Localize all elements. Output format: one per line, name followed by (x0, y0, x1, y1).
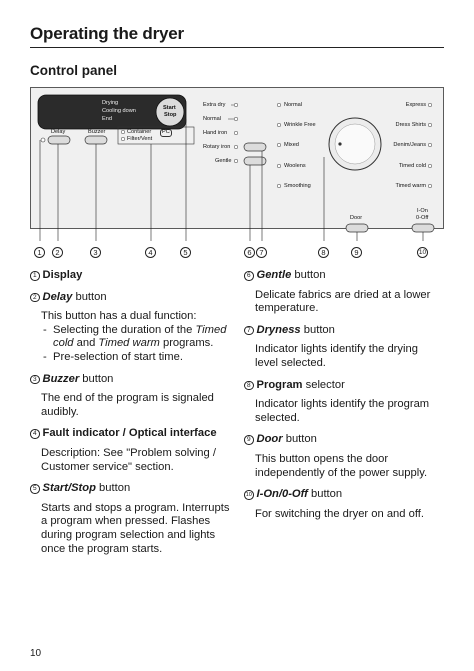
item-text: Indicator lights identify the drying level selected. (255, 343, 418, 369)
item-number: 5 (30, 484, 40, 494)
item-text: Indicator lights identify the program selected. (255, 398, 430, 424)
dryness-normal: Normal (203, 116, 222, 122)
item-title-suffix: selector (302, 378, 345, 391)
callout-3: 3 (90, 247, 101, 258)
door-button-shape (346, 224, 368, 232)
item-number: 2 (30, 293, 40, 303)
program-woolens: Woolens (284, 163, 306, 169)
callout-6: 6 (244, 247, 255, 258)
item-text: The end of the program is signaled audibly. (41, 392, 214, 418)
list-item: - Pre-selection of start time. (41, 351, 230, 365)
program-denim-jeans: Denim/Jeans (393, 142, 426, 148)
container-led (121, 130, 125, 134)
item-program (244, 379, 444, 426)
item-fault-indicator (30, 427, 230, 474)
item-title: Fault indicator / Optical interface (42, 427, 217, 440)
callout-1: 1 (34, 247, 45, 258)
item-delay (30, 291, 230, 365)
program-dress-shirts: Dress Shirts (395, 122, 426, 128)
item-title: I-On/0-Off (256, 488, 308, 501)
program-mixed: Mixed (284, 142, 299, 148)
callout-7: 7 (256, 247, 267, 258)
list-item: - Selecting the duration of the Timed cold and Timed warm programs. (41, 324, 230, 351)
item-number: 3 (30, 375, 40, 385)
display-line-end: End (102, 116, 112, 122)
item-ion-off (244, 488, 444, 521)
item-title: Dryness (256, 323, 301, 336)
dryness-extra-dry: Extra dry (203, 102, 226, 108)
item-dryness (244, 324, 444, 371)
description-column-right (244, 269, 444, 529)
program-express: Express (405, 102, 426, 108)
description-column-left (30, 269, 230, 564)
section-title: Control panel (30, 63, 117, 78)
item-number: 1 (30, 271, 40, 281)
page-title: Operating the dryer (30, 24, 184, 43)
display-line-cooling: Cooling down (102, 108, 136, 114)
item-number: 10 (245, 492, 252, 499)
title-rule (30, 47, 444, 48)
program-smoothing: Smoothing (284, 183, 311, 189)
control-panel-illustration (30, 87, 444, 241)
control-panel-drawing (30, 87, 444, 241)
item-door (244, 433, 444, 480)
item-number: 9 (244, 435, 254, 445)
filter-led (121, 137, 125, 141)
item-number: 8 (244, 381, 254, 391)
item-gentle (244, 269, 444, 316)
delay-button-shape (48, 136, 70, 144)
buzzer-button-shape (85, 136, 107, 144)
item-display (30, 269, 230, 283)
item-text: Starts and stops a program. Interrupts a program when pressed. Flashes during program selection and lights once the program starts. (41, 501, 230, 555)
callout-10: 10 (418, 249, 427, 256)
item-title-suffix: button (282, 433, 317, 446)
item-title: Display (42, 269, 83, 281)
item-title-suffix: button (307, 488, 343, 501)
item-text: This button opens the door independently of the power supply. (255, 452, 428, 479)
item-number: 4 (30, 429, 40, 439)
item-title: Start/Stop (42, 482, 96, 495)
item-title-suffix: button (291, 269, 326, 281)
item-title-suffix: button (79, 372, 114, 385)
callout-8: 8 (318, 247, 329, 258)
callout-4: 4 (145, 247, 156, 258)
item-title: Delay (42, 290, 73, 303)
delay-label: Delay (51, 129, 66, 135)
off-label: 0-Off (416, 215, 429, 221)
item-text: Delicate fabrics are dried at a lower temperature. (255, 288, 431, 315)
door-label: Door (350, 215, 363, 221)
program-timed-warm: Timed warm (395, 183, 426, 189)
item-number: 6 (244, 271, 254, 281)
item-title-suffix: button (300, 323, 335, 336)
delay-led (41, 138, 45, 142)
item-title-suffix: button (72, 290, 107, 303)
stop-label: Stop (164, 112, 177, 118)
item-title-suffix: button (95, 482, 131, 495)
ion-button-shape (412, 224, 434, 232)
item-intro: This button has a dual function: (41, 310, 197, 323)
dryness-hand-iron: Hand iron (203, 130, 228, 136)
dryness-button-shape (244, 143, 266, 151)
item-title: Gentle (256, 269, 292, 281)
item-start-stop (30, 482, 230, 556)
item-title: Buzzer (42, 372, 80, 385)
item-buzzer (30, 373, 230, 420)
pc-label: PC (162, 129, 170, 135)
page-number: 10 (30, 648, 42, 659)
item-text: For switching the dryer on and off. (255, 507, 424, 520)
program-normal: Normal (284, 102, 303, 108)
item-text: Description: See "Problem solving / Customer service" section. (41, 446, 216, 473)
ion-label: I-On (417, 208, 428, 214)
item-title: Program (256, 378, 303, 391)
callout-5: 5 (180, 247, 191, 258)
buzzer-label: Buzzer (88, 129, 106, 135)
callout-2: 2 (52, 247, 63, 258)
program-wrinkle-free: Wrinkle Free (284, 122, 316, 128)
item-title: Door (256, 433, 283, 446)
filter-label: Filter/Vent (127, 136, 153, 142)
program-timed-cold: Timed cold (398, 163, 426, 169)
item-number: 7 (244, 326, 254, 336)
display-line-drying: Drying (102, 100, 119, 106)
start-label: Start (163, 105, 176, 111)
gentle-label: Gentle (215, 158, 232, 164)
container-label: Container (127, 129, 152, 135)
gentle-button-shape (244, 157, 266, 165)
callout-9: 9 (351, 247, 362, 258)
dryness-rotary-iron: Rotary iron (203, 144, 231, 150)
